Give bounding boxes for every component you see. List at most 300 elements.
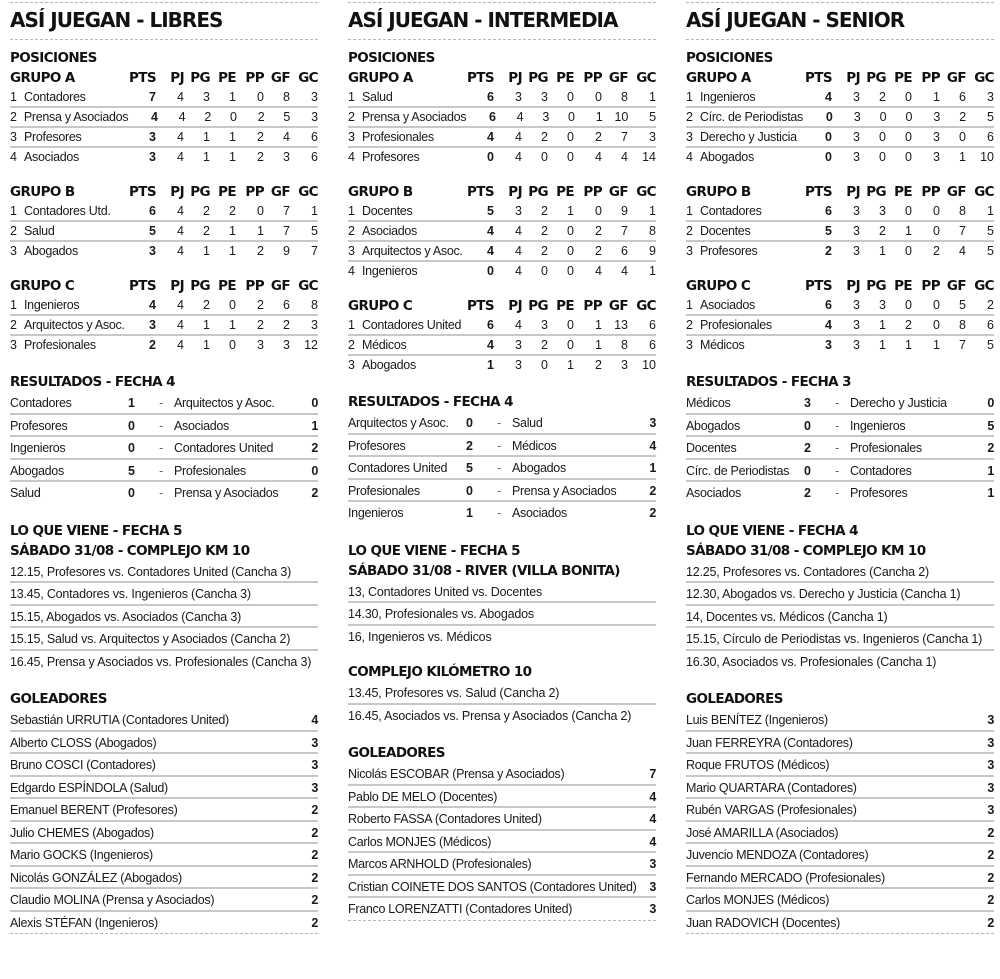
stat-pj: 3 <box>853 130 860 144</box>
stat-pe: 1 <box>567 204 574 218</box>
stat-pp: 1 <box>933 90 940 104</box>
stat-pp: 1 <box>595 338 602 352</box>
stat-pp: 0 <box>595 204 602 218</box>
stat-pp: 2 <box>257 130 264 144</box>
standings-row <box>348 128 656 148</box>
stat-pts: 4 <box>487 244 494 258</box>
stat-pe: 1 <box>229 244 236 258</box>
stat-pj: 3 <box>853 150 860 164</box>
stat-gc: 6 <box>311 150 318 164</box>
standings-row <box>686 88 994 108</box>
result-row <box>348 412 656 435</box>
column-header-gc: GC <box>974 278 994 294</box>
team-name: Médicos <box>700 338 745 352</box>
home-score: 2 <box>804 486 811 500</box>
upcoming-heading: LO QUE VIENE - FECHA 5 <box>10 522 182 539</box>
standings-row <box>348 202 656 222</box>
scorer-name: Roque FRUTOS (Médicos) <box>686 758 830 772</box>
stat-pe: 1 <box>567 358 574 372</box>
stat-pp: 0 <box>933 224 940 238</box>
group-header <box>686 182 994 202</box>
team-name: Salud <box>362 90 393 104</box>
upcoming-heading: SÁBADO 31/08 - RIVER (VILLA BONITA) <box>348 562 620 579</box>
stat-gc: 10 <box>642 358 656 372</box>
stat-gc: 3 <box>311 318 318 332</box>
position: 2 <box>686 318 693 332</box>
stat-pts: 0 <box>825 130 832 144</box>
scorers-list <box>10 709 318 934</box>
result-row <box>10 437 318 460</box>
scorer-goals: 2 <box>311 915 318 930</box>
stat-gf: 7 <box>959 224 966 238</box>
stat-gf: 4 <box>621 150 628 164</box>
home-team: Abogados <box>10 463 64 478</box>
fixture-row: 13, Contadores United vs. Docentes <box>348 581 656 604</box>
scorer-goals: 2 <box>311 893 318 907</box>
home-team: Docentes <box>686 441 737 455</box>
stat-gc: 10 <box>980 150 994 164</box>
stat-gf: 6 <box>959 90 966 104</box>
column-header-pp: PP <box>921 70 940 86</box>
scorer-goals: 2 <box>311 803 318 817</box>
group-name: GRUPO C <box>10 278 75 294</box>
scorer-name: Roberto FASSA (Contadores United) <box>348 812 542 826</box>
results-heading: RESULTADOS - FECHA 4 <box>348 394 513 410</box>
stat-pg: 1 <box>879 318 886 332</box>
scorer-row <box>686 844 994 867</box>
scorer-row <box>10 889 318 912</box>
column-header-pts: PTS <box>804 278 832 294</box>
stat-pp: 0 <box>257 90 264 104</box>
standings-row <box>348 336 656 356</box>
score-separator: - <box>497 438 501 453</box>
scorer-name: Alberto CLOSS (Abogados) <box>10 735 157 750</box>
column-header-pts: PTS <box>128 184 156 200</box>
scorer-row <box>348 898 656 921</box>
team-name: Prensa y Asociados <box>361 110 467 124</box>
home-team: Abogados <box>686 418 740 433</box>
stat-pj: 3 <box>515 90 522 104</box>
stat-pg: 2 <box>541 244 548 258</box>
column-header-gf: GF <box>946 70 966 86</box>
scorer-row <box>348 853 656 876</box>
result-row <box>348 502 656 525</box>
stat-pg: 3 <box>203 90 210 104</box>
result-row <box>348 435 656 458</box>
stat-pp: 1 <box>933 338 940 352</box>
score-separator: - <box>835 441 839 455</box>
column-intermedia <box>348 0 656 921</box>
away-score: 5 <box>987 418 994 433</box>
result-row <box>686 415 994 438</box>
away-score: 1 <box>987 486 994 500</box>
away-team: Derecho y Justicia <box>850 396 947 410</box>
scorer-goals: 2 <box>987 915 994 930</box>
scorer-goals: 3 <box>987 780 994 795</box>
stat-pts: 6 <box>149 204 156 218</box>
stat-pp: 2 <box>257 318 264 332</box>
column-header-pe: PE <box>556 70 574 86</box>
stat-gf: 9 <box>283 244 290 258</box>
stat-pg: 2 <box>203 298 210 312</box>
stat-pg: 2 <box>203 224 210 238</box>
away-team: Contadores United <box>174 441 274 455</box>
column-header-pj: PJ <box>170 278 184 294</box>
group-header <box>10 276 318 296</box>
position: 1 <box>348 318 355 332</box>
away-team: Prensa y Asociados <box>512 483 617 498</box>
scorer-row <box>686 732 994 755</box>
stat-gf: 8 <box>959 318 966 332</box>
stat-pg: 2 <box>879 224 886 238</box>
fixture-row: 16.45, Prensa y Asociados vs. Profesionales (Cancha 3) <box>10 654 312 669</box>
column-header-pg: PG <box>528 298 548 314</box>
column-header-gc: GC <box>636 298 656 314</box>
stat-pp: 2 <box>595 130 602 144</box>
stat-pts: 3 <box>149 244 156 258</box>
scorer-name: Marcos ARNHOLD (Profesionales) <box>348 857 532 871</box>
stat-pg: 2 <box>204 110 212 124</box>
column-header-pj: PJ <box>846 184 860 200</box>
column-header-pts: PTS <box>128 70 156 86</box>
away-team: Profesionales <box>174 463 246 478</box>
home-score: 0 <box>804 463 811 478</box>
group-name: GRUPO B <box>686 184 751 200</box>
home-team: Contadores <box>10 396 72 410</box>
away-team: Profesores <box>850 486 908 500</box>
result-row <box>10 392 318 415</box>
scorer-name: José AMARILLA (Asociados) <box>686 825 839 840</box>
column-header-pg: PG <box>190 70 210 86</box>
scorer-goals: 4 <box>649 789 656 804</box>
scorer-name: Emanuel BERENT (Profesores) <box>10 803 178 817</box>
scorer-row <box>686 799 994 822</box>
away-score: 4 <box>649 438 656 453</box>
stat-pp: 0 <box>257 204 264 218</box>
column-header-gc: GC <box>974 184 994 200</box>
stat-pp: 2 <box>257 150 264 164</box>
scorer-name: Carlos MONJES (Médicos) <box>348 834 492 849</box>
stat-gc: 1 <box>649 264 656 278</box>
group-name: GRUPO A <box>10 70 75 86</box>
stat-pg: 1 <box>879 244 886 258</box>
away-score: 2 <box>649 483 656 498</box>
stat-pj: 4 <box>515 244 522 258</box>
team-name: Círc. de Periodistas <box>699 110 803 124</box>
scorer-goals: 2 <box>311 848 318 862</box>
stat-pe: 0 <box>905 130 912 144</box>
stat-pe: 0 <box>567 224 574 238</box>
position: 1 <box>348 204 355 218</box>
stat-pts: 0 <box>825 110 833 124</box>
team-name: Ingenieros <box>24 298 80 312</box>
upcoming-block <box>10 521 318 674</box>
stat-pp: 2 <box>933 244 940 258</box>
scorer-name: Juan FERREYRA (Contadores) <box>686 735 853 750</box>
column-header-pp: PP <box>583 70 602 86</box>
stat-pj: 4 <box>177 318 184 332</box>
scorer-name: Claudio MOLINA (Prensa y Asociados) <box>10 893 215 907</box>
stat-gf: 8 <box>283 90 290 104</box>
column-header-pp: PP <box>583 184 602 200</box>
scorer-goals: 3 <box>987 735 994 750</box>
stat-pp: 1 <box>595 318 602 332</box>
result-row <box>348 457 656 480</box>
stat-pe: 2 <box>905 318 912 332</box>
position: 2 <box>10 318 17 332</box>
home-score: 1 <box>128 396 135 410</box>
stat-gf: 1 <box>959 150 966 164</box>
group-name: GRUPO A <box>686 70 751 86</box>
scorer-name: Pablo DE MELO (Docentes) <box>348 789 498 804</box>
column-header-gf: GF <box>946 278 966 294</box>
stat-gc: 1 <box>649 90 656 104</box>
stat-gf: 5 <box>959 298 966 312</box>
standings-row <box>348 262 656 282</box>
stat-pts: 3 <box>149 130 156 144</box>
standings-row <box>686 202 994 222</box>
stat-gc: 2 <box>987 298 994 312</box>
team-name: Salud <box>24 224 55 238</box>
position: 3 <box>348 130 355 144</box>
group-header <box>348 296 656 316</box>
upcoming-heading: SÁBADO 31/08 - COMPLEJO KM 10 <box>686 542 926 559</box>
group-table-grupo-a <box>10 68 318 168</box>
column-senior <box>686 0 994 934</box>
score-separator: - <box>159 441 163 455</box>
home-score: 3 <box>804 396 811 410</box>
stat-gc: 1 <box>311 204 318 218</box>
column-header-gf: GF <box>270 70 290 86</box>
away-score: 2 <box>649 506 656 520</box>
position: 1 <box>686 90 693 104</box>
column-header-pg: PG <box>190 184 210 200</box>
column-header-gc: GC <box>298 184 318 200</box>
stat-pj: 3 <box>853 204 860 218</box>
divider <box>10 39 318 40</box>
scorer-goals: 3 <box>311 780 318 795</box>
section-title: ASÍ JUEGAN - SENIOR <box>686 8 905 32</box>
divider <box>348 39 656 40</box>
scorer-name: Mario GOCKS (Ingenieros) <box>10 848 153 862</box>
team-name: Ingenieros <box>362 264 418 278</box>
team-name: Derecho y Justicia <box>700 130 797 144</box>
scorer-row <box>10 799 318 822</box>
group-table-grupo-c <box>348 296 656 376</box>
standings-row <box>348 222 656 242</box>
stat-pp: 2 <box>595 224 602 238</box>
stat-gc: 7 <box>311 244 318 258</box>
scorer-name: Julio CHEMES (Abogados) <box>10 825 154 840</box>
column-header-gc: GC <box>974 70 994 86</box>
stat-pg: 3 <box>879 204 886 218</box>
column-header-pp: PP <box>245 278 264 294</box>
stat-pts: 3 <box>825 338 832 352</box>
stat-pg: 3 <box>541 318 548 332</box>
position: 1 <box>10 90 17 104</box>
stat-pp: 1 <box>595 110 603 124</box>
standings-row <box>10 108 318 128</box>
stat-pts: 7 <box>149 90 156 104</box>
stat-pe: 0 <box>567 90 574 104</box>
column-header-pe: PE <box>218 70 236 86</box>
home-team: Contadores United <box>348 461 448 475</box>
stat-pp: 2 <box>257 244 264 258</box>
scorer-goals: 3 <box>649 857 656 871</box>
column-header-pp: PP <box>583 298 602 314</box>
stat-pg: 2 <box>879 90 886 104</box>
stat-pg: 0 <box>541 150 548 164</box>
away-team: Contadores <box>850 463 912 478</box>
scorer-row <box>10 822 318 845</box>
group-header <box>686 68 994 88</box>
column-header-pe: PE <box>218 278 236 294</box>
stat-pe: 0 <box>567 264 574 278</box>
column-header-pe: PE <box>218 184 236 200</box>
stat-gf: 3 <box>283 150 290 164</box>
team-name: Profesores <box>700 244 758 258</box>
column-header-pts: PTS <box>128 278 156 294</box>
stat-pg: 2 <box>203 204 210 218</box>
score-separator: - <box>497 416 501 430</box>
stat-gc: 5 <box>987 224 994 238</box>
stat-pp: 2 <box>257 110 265 124</box>
stat-pp: 2 <box>595 244 602 258</box>
scorer-name: Fernando MERCADO (Profesionales) <box>686 870 885 885</box>
away-score: 2 <box>311 441 318 455</box>
stat-gf: 7 <box>283 224 290 238</box>
stat-gf: 8 <box>959 204 966 218</box>
team-name: Asociados <box>362 224 417 238</box>
stat-pg: 0 <box>879 110 887 124</box>
position: 4 <box>686 150 693 164</box>
position: 2 <box>348 338 355 352</box>
stat-pj: 3 <box>853 244 860 258</box>
stat-pts: 2 <box>149 338 156 352</box>
scorer-goals: 3 <box>987 758 994 772</box>
away-team: Arquitectos y Asoc. <box>174 396 275 410</box>
scorer-name: Cristian COINETE DOS SANTOS (Contadores United) <box>348 879 637 894</box>
scorer-name: Mario QUARTARA (Contadores) <box>686 780 857 795</box>
stat-pts: 4 <box>150 110 158 124</box>
scorer-name: Juvencio MENDOZA (Contadores) <box>686 848 869 862</box>
group-table-grupo-b <box>686 182 994 262</box>
stat-pp: 3 <box>257 338 264 352</box>
results-list <box>10 392 318 505</box>
position: 3 <box>10 338 17 352</box>
stat-gf: 7 <box>621 224 628 238</box>
away-score: 2 <box>987 441 994 455</box>
column-header-pg: PG <box>528 184 548 200</box>
stat-pg: 2 <box>541 130 548 144</box>
stat-gc: 3 <box>311 90 318 104</box>
stat-pg: 3 <box>879 298 886 312</box>
stat-pe: 0 <box>229 298 236 312</box>
stat-gf: 13 <box>614 318 628 332</box>
position: 3 <box>686 130 693 144</box>
stat-gf: 7 <box>621 130 628 144</box>
scorer-goals: 2 <box>987 893 994 907</box>
stat-pg: 0 <box>879 150 886 164</box>
group-header <box>10 68 318 88</box>
scorer-row <box>348 763 656 786</box>
stat-pj: 4 <box>515 130 522 144</box>
stat-pts: 1 <box>487 358 494 372</box>
column-header-pj: PJ <box>508 298 522 314</box>
stat-pe: 1 <box>229 318 236 332</box>
position: 2 <box>686 224 693 238</box>
stat-pts: 6 <box>488 110 496 124</box>
group-header <box>348 68 656 88</box>
stat-pe: 0 <box>230 110 237 124</box>
away-score: 1 <box>311 418 318 433</box>
stat-gf: 4 <box>621 264 628 278</box>
stat-pe: 0 <box>905 204 912 218</box>
position: 4 <box>348 264 355 278</box>
away-score: 1 <box>987 463 994 478</box>
standings-row <box>348 356 656 376</box>
column-header-pj: PJ <box>846 278 860 294</box>
column-header-pts: PTS <box>466 184 494 200</box>
group-name: GRUPO C <box>348 298 413 314</box>
column-header-pj: PJ <box>508 70 522 86</box>
home-score: 0 <box>128 418 135 433</box>
home-score: 0 <box>466 483 473 498</box>
stat-gf: 3 <box>621 358 628 372</box>
stat-pe: 1 <box>229 150 236 164</box>
stat-pp: 3 <box>933 110 941 124</box>
stat-pj: 4 <box>177 244 184 258</box>
standings-row <box>10 148 318 168</box>
scorer-goals: 3 <box>649 879 656 894</box>
stat-pts: 0 <box>487 264 494 278</box>
standings-heading: POSICIONES <box>348 50 435 66</box>
stat-pg: 1 <box>203 150 210 164</box>
stat-gf: 6 <box>283 298 290 312</box>
score-separator: - <box>159 463 163 478</box>
away-team: Salud <box>512 416 543 430</box>
scorer-row <box>10 867 318 890</box>
group-table-grupo-b <box>348 182 656 282</box>
standings-row <box>686 336 994 356</box>
fixture-row: 15.15, Abogados vs. Asociados (Cancha 3) <box>10 606 318 629</box>
stat-pg: 1 <box>203 338 210 352</box>
stat-pj: 3 <box>853 338 860 352</box>
scorer-row <box>686 889 994 912</box>
away-team: Abogados <box>512 461 566 475</box>
stat-gc: 12 <box>304 338 318 352</box>
stat-gc: 14 <box>642 150 656 164</box>
standings-row <box>10 128 318 148</box>
scorer-name: Bruno COSCI (Contadores) <box>10 758 156 772</box>
stat-pe: 0 <box>905 298 912 312</box>
standings-row <box>348 88 656 108</box>
fixture-row: 16, Ingenieros vs. Médicos <box>348 629 492 644</box>
team-name: Docentes <box>700 224 751 238</box>
column-header-pe: PE <box>894 184 912 200</box>
team-name: Contadores <box>700 204 762 218</box>
upcoming-heading: LO QUE VIENE - FECHA 5 <box>348 542 520 559</box>
home-team: Asociados <box>686 486 741 500</box>
stat-pj: 4 <box>177 130 184 144</box>
position: 3 <box>686 244 693 258</box>
standings-row <box>348 242 656 262</box>
column-header-gc: GC <box>636 70 656 86</box>
upcoming-block <box>348 541 656 649</box>
away-score: 2 <box>311 486 318 500</box>
column-header-gf: GF <box>270 184 290 200</box>
stat-pg: 2 <box>541 204 548 218</box>
